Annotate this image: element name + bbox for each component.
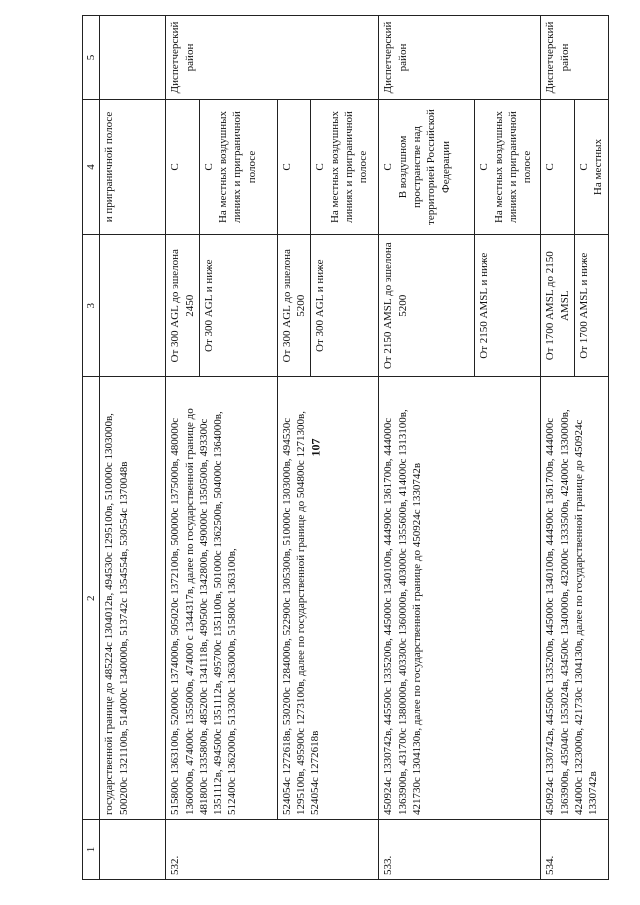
class-letter: С bbox=[202, 163, 215, 171]
header-col-1: 1 bbox=[83, 820, 100, 880]
region-cell: Диспетчерский район bbox=[166, 16, 379, 100]
coordinates-cell: 524054с 1272618в, 530200с 1284000в, 522900с 1305300в, 510000с 1303000в, 494530с 1295100в, 495900с 1273100в, далее по государственной границе до 504800с 1271300в, 524054с 1272618в bbox=[277, 377, 379, 820]
class-cell: С bbox=[277, 100, 311, 235]
altitude-cell: От 2150 AMSL и ниже bbox=[475, 235, 541, 378]
header-col-4: 4 bbox=[83, 100, 100, 235]
class-cell: С bbox=[166, 100, 200, 235]
class-cell bbox=[311, 100, 379, 235]
header-row bbox=[83, 16, 100, 880]
class-cell: и приграничной полосе bbox=[100, 100, 166, 235]
table-row-533 bbox=[379, 16, 475, 880]
class-cell: С bbox=[541, 100, 575, 235]
header-col-2: 2 bbox=[83, 377, 100, 820]
row-number-cell bbox=[100, 820, 166, 880]
row-number-cell: 533. bbox=[379, 820, 541, 880]
class-letter: С bbox=[314, 163, 327, 171]
class-note: На местных bbox=[592, 138, 605, 196]
page-number: 107 bbox=[308, 438, 323, 457]
coordinates-cell: 450924с 1330742в, 445500с 1335200в, 445000с 1340100в, 444900с 1361700в, 444000с 1363900в, 435040с 1353024в, 434500с 1340000в, 432000с 1333500в, 424000с 1330000в, 424000с 1323000в, 421730с 1304130в, далее по государственной границе до 450924с 1330742в bbox=[541, 377, 608, 820]
altitude-cell: От 300 AGL до эшелона 2450 bbox=[166, 235, 200, 378]
class-letter: С bbox=[382, 163, 395, 171]
altitude-cell bbox=[100, 235, 166, 378]
region-cell: Диспетчерский район bbox=[541, 16, 608, 100]
class-cell bbox=[575, 100, 609, 235]
altitude-cell: От 300 AGL до эшелона 5200 bbox=[277, 235, 311, 378]
class-note: На местных воздушных линиях и приграничной полосе bbox=[328, 110, 370, 224]
class-note: На местных воздушных линиях и приграничной полосе bbox=[217, 110, 258, 224]
altitude-cell: От 2150 AMSL до эшелона 5200 bbox=[379, 235, 475, 378]
row-number-cell: 534. bbox=[541, 820, 608, 880]
class-note: На местных воздушных линиях и приграничной полосе bbox=[492, 110, 534, 224]
altitude-cell: От 1700 AMSL и ниже bbox=[575, 235, 609, 378]
coordinates-cell: государственной границе до 485224с 1304012в, 494530с 1295100в, 510000с 1303000в, 500200с 1321100в, 514000с 1340000в, 513742с 1354554в, 530554с 1370048в bbox=[100, 377, 166, 820]
region-cell: Диспетчерский район bbox=[379, 16, 541, 100]
coordinates-cell: 515800с 1363100в, 520000с 1374000в, 505020с 1372100в, 500000с 1375000в, 480000с 1360000в, 474000с 1355000в, 474000 с 1344317в, далее по государственной границе до 481800с 1335800в, 485200с 1341118в, 490500с 1342800в, 490000с 1350500в, 493300с 1351112в, 494500с 1351112в, 495700с 1351100в, 501000с 1362500в, 504000с 1364000в, 512400с 1362000в, 513300с 1363000в, 515800с 1363100в, bbox=[166, 377, 278, 820]
table-row-534 bbox=[541, 16, 575, 880]
header-col-5: 5 bbox=[83, 16, 100, 100]
class-cell bbox=[199, 100, 277, 235]
region-cell bbox=[100, 16, 166, 100]
class-letter: С bbox=[478, 163, 491, 171]
table-row-continuation bbox=[100, 16, 166, 880]
altitude-cell: От 300 AGL и ниже bbox=[199, 235, 277, 378]
row-number-cell: 532. bbox=[166, 820, 379, 880]
header-col-3: 3 bbox=[83, 235, 100, 378]
class-note: В воздушном пространстве над территорией Российской Федерации bbox=[396, 109, 452, 225]
coordinates-cell: 450924с 1330742в, 445500с 1335200в, 445000с 1340100в, 444900с 1361700в, 444000с 1363900в, 431700с 1380000в, 403300с 1360000в, 403000с 1355600в, 414000с 1313100в, 421730с 1304130в, далее по государственной границе до 450924с 1330742в bbox=[379, 377, 541, 820]
table-row-532-c bbox=[277, 16, 311, 880]
airspace-table bbox=[82, 15, 609, 880]
class-cell bbox=[379, 100, 475, 235]
class-letter: С bbox=[578, 163, 591, 171]
altitude-cell: От 1700 AMSL до 2150 AMSL bbox=[541, 235, 575, 378]
class-cell bbox=[475, 100, 541, 235]
table-row-532 bbox=[166, 16, 196, 880]
rotated-table-container bbox=[82, 15, 605, 880]
altitude-cell: От 300 AGL и ниже bbox=[311, 235, 379, 378]
